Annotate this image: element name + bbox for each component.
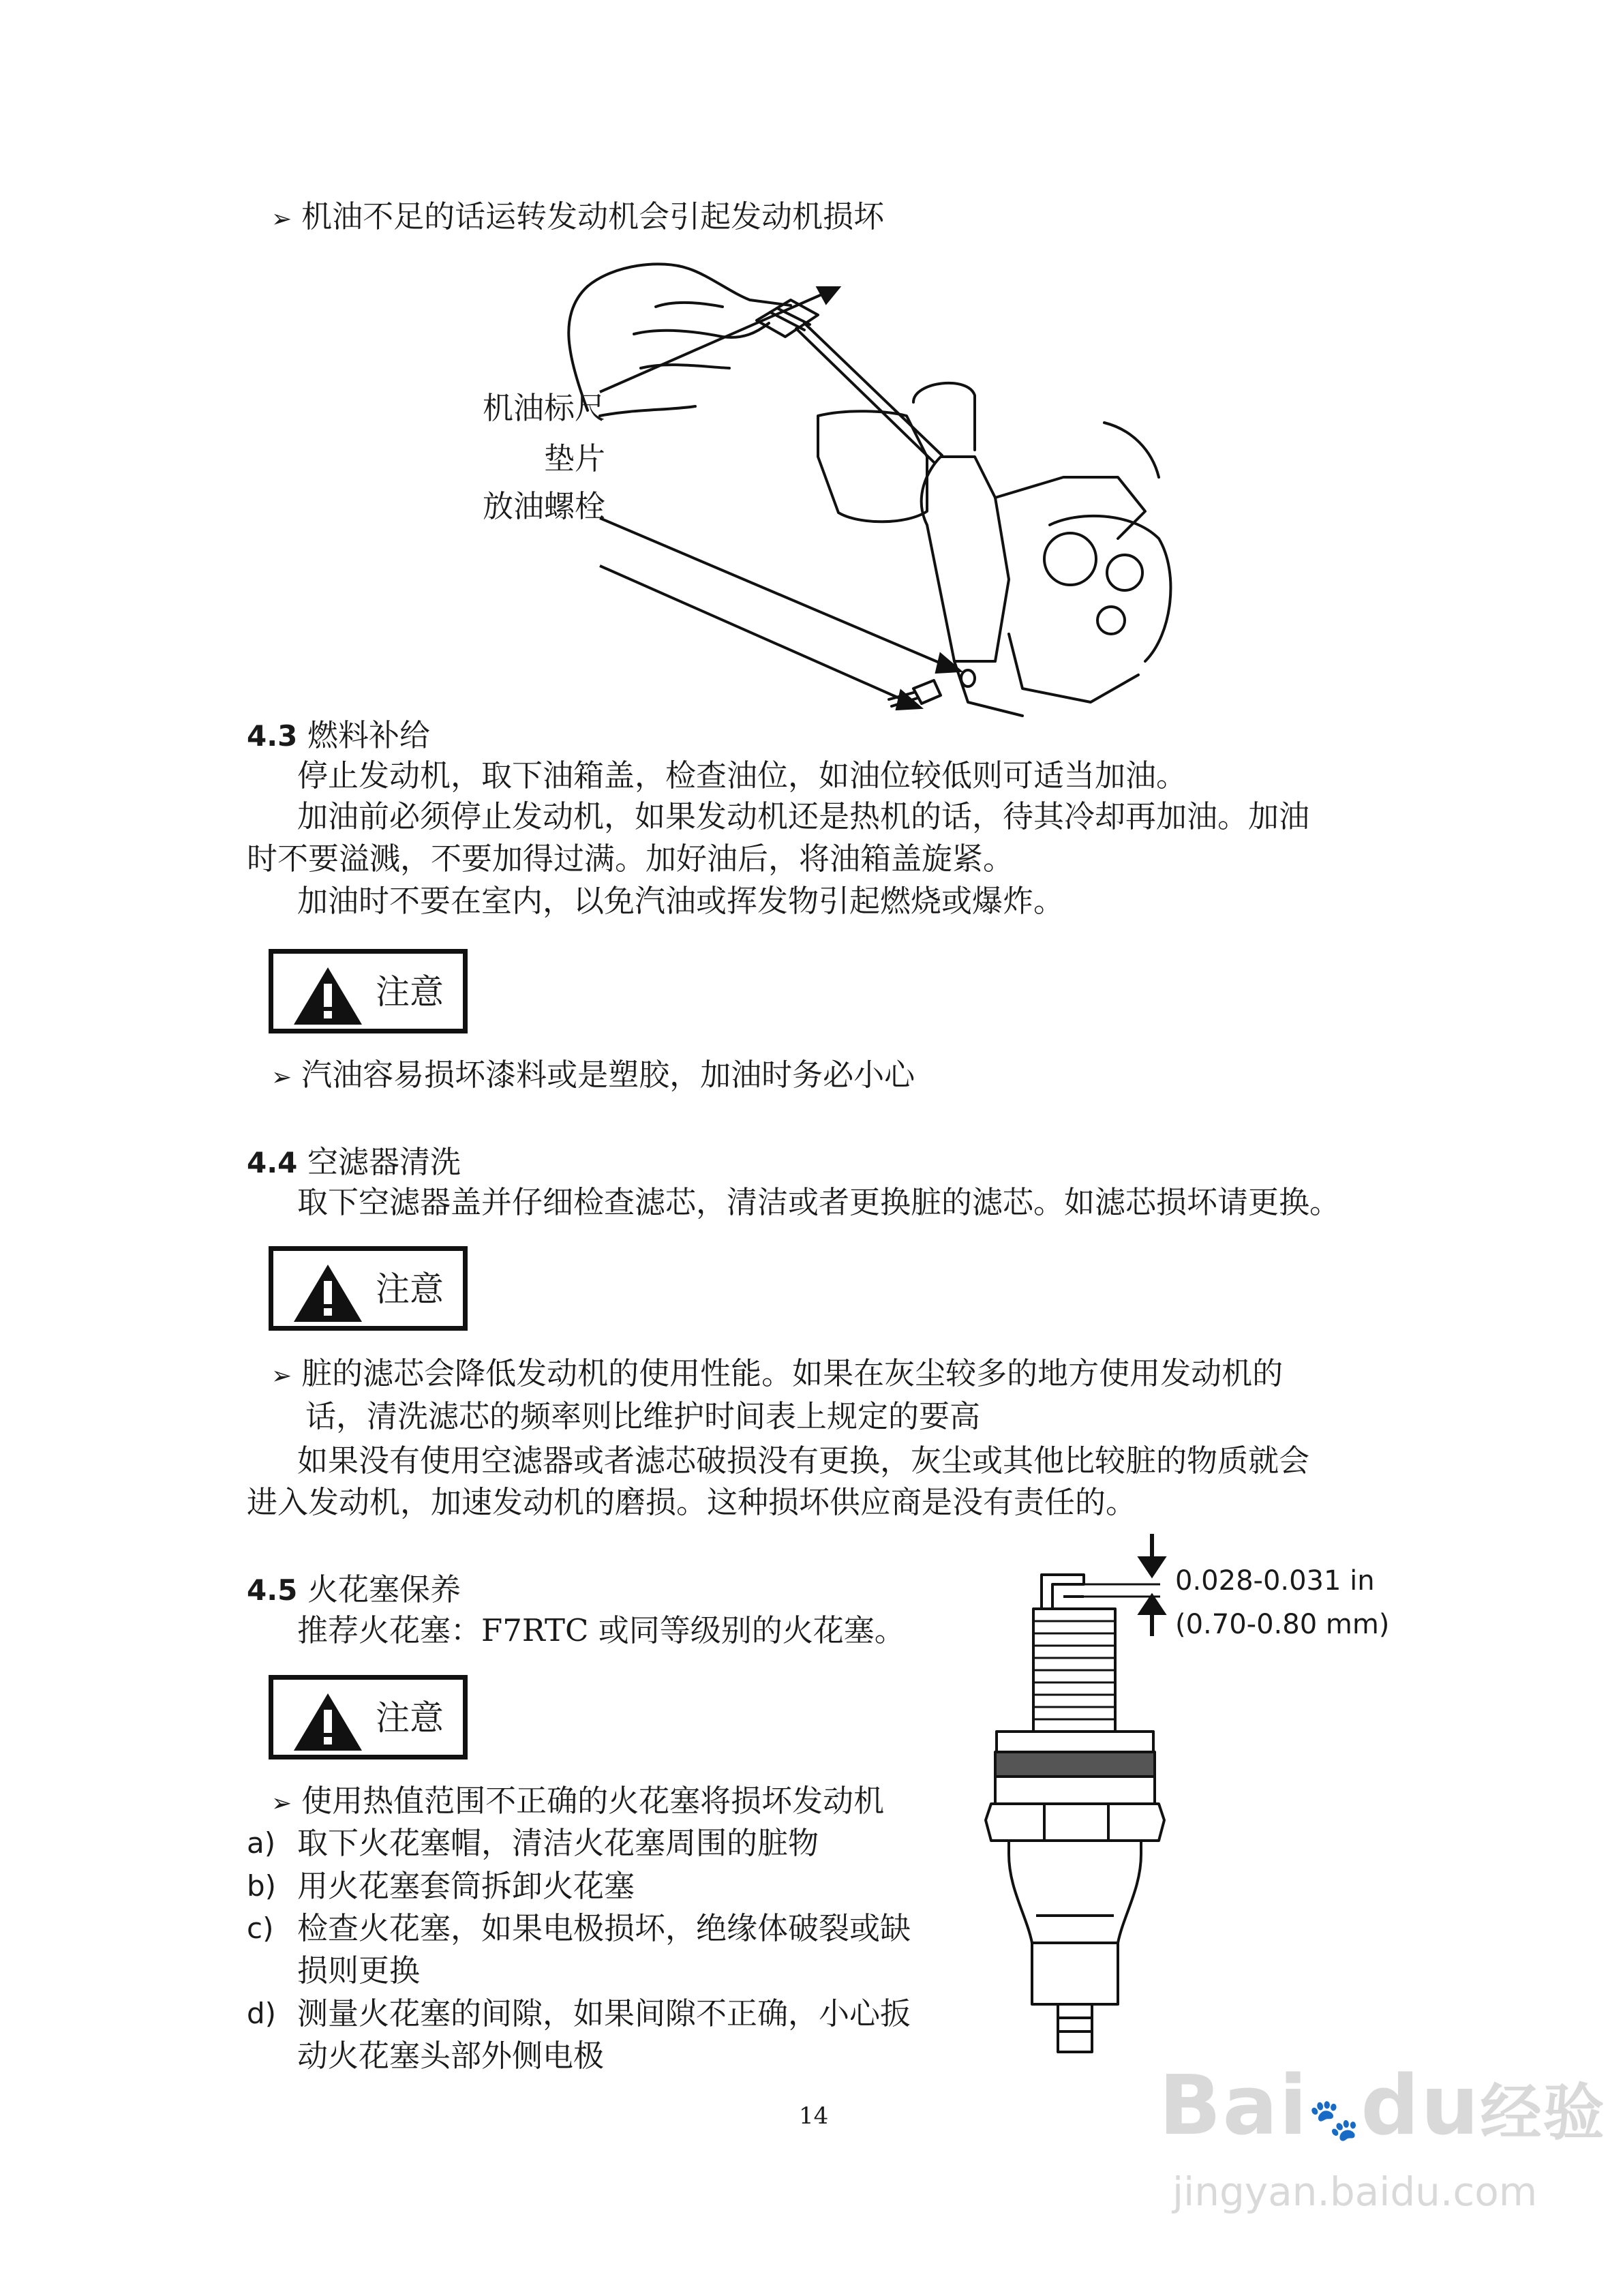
step-text: 取下火花塞帽，清洁火花塞周围的脏物 — [297, 1825, 819, 1861]
section-4-3-para-4: 加油时不要在室内，以免汽油或挥发物引起燃烧或爆炸。 — [297, 883, 1065, 919]
caution-box — [269, 949, 468, 1033]
section-4-3-caution-note: ➢ 汽油容易损坏漆料或是塑胶，加油时务必小心 — [271, 1057, 915, 1093]
section-4-4-caution-note-2: 话，清洗滤芯的频率则比维护时间表上规定的要高 — [305, 1398, 981, 1434]
section-4-3-heading: 4.3 燃料补给 — [247, 717, 431, 753]
warning-triangle-icon — [292, 1263, 363, 1323]
section-4-4-heading: 4.4 空滤器清洗 — [247, 1144, 461, 1180]
baidu-watermark-url: jingyan.baidu.com — [1172, 2169, 1538, 2215]
page-number: 14 — [799, 2102, 829, 2130]
paw-icon: 🐾 — [1308, 2096, 1361, 2144]
section-4-3-para-2: 加油前必须停止发动机，如果发动机还是热机的话，待其冷却再加油。加油 — [297, 798, 1310, 834]
step-text-continued: 损则更换 — [297, 1952, 421, 1989]
step-text: 检查火花塞，如果电极损坏，绝缘体破裂或缺 — [297, 1910, 911, 1946]
caution-box — [269, 1246, 468, 1331]
step-letter: d) — [247, 1997, 277, 2030]
warning-triangle-icon — [292, 1692, 363, 1752]
step-text: 测量火花塞的间隙，如果间隙不正确，小心扳 — [297, 1995, 911, 2031]
step-letter: c) — [247, 1912, 274, 1945]
bullet-arrow-icon: ➢ — [271, 205, 292, 233]
section-4-4-after-2: 进入发动机，加速发动机的磨损。这种损坏供应商是没有责任的。 — [247, 1484, 1137, 1520]
step-letter: b) — [247, 1869, 277, 1903]
label-drain-bolt: 放油螺栓 — [482, 488, 605, 524]
step-text-continued: 动火花塞头部外侧电极 — [297, 2038, 605, 2074]
label-washer: 垫片 — [543, 440, 605, 477]
bullet-arrow-icon: ➢ — [271, 1063, 292, 1091]
top-warning: ➢ 机油不足的话运转发动机会引起发动机损坏 — [271, 198, 885, 235]
section-4-4-para: 取下空滤器盖并仔细检查滤芯，清洁或者更换脏的滤芯。如滤芯损坏请更换。 — [297, 1184, 1341, 1220]
section-4-3-para-3: 时不要溢溅，不要加得过满。加好油后，将油箱盖旋紧。 — [247, 841, 1014, 877]
label-dipstick: 机油标尺 — [482, 390, 605, 426]
caution-label: 注意 — [376, 1698, 444, 1738]
section-4-5-heading: 4.5 火花塞保养 — [247, 1571, 461, 1607]
warning-triangle-icon — [292, 966, 363, 1026]
section-4-5-caution-note: ➢ 使用热值范围不正确的火花塞将损坏发动机 — [271, 1783, 885, 1819]
caution-label: 注意 — [376, 972, 444, 1012]
caution-box — [269, 1675, 468, 1759]
gap-inches: 0.028-0.031 in — [1175, 1565, 1375, 1597]
step-letter: a) — [247, 1826, 276, 1860]
gap-mm: (0.70-0.80 mm) — [1175, 1609, 1390, 1640]
section-4-4-after-1: 如果没有使用空滤器或者滤芯破损没有更换，灰尘或其他比较脏的物质就会 — [297, 1442, 1310, 1479]
baidu-watermark: Bai🐾du经验 — [1159, 2059, 1606, 2154]
caution-label: 注意 — [376, 1269, 444, 1309]
section-4-5-recommend: 推荐火花塞：F7RTC 或同等级别的火花塞。 — [297, 1612, 905, 1648]
bullet-arrow-icon: ➢ — [271, 1789, 292, 1817]
bullet-arrow-icon: ➢ — [271, 1362, 292, 1390]
section-4-4-caution-note-1: ➢ 脏的滤芯会降低发动机的使用性能。如果在灰尘较多的地方使用发动机的 — [271, 1355, 1284, 1391]
section-4-3-para-1: 停止发动机，取下油箱盖，检查油位，如油位较低则可适当加油。 — [297, 757, 1187, 794]
step-text: 用火花塞套筒拆卸火花塞 — [297, 1868, 635, 1904]
